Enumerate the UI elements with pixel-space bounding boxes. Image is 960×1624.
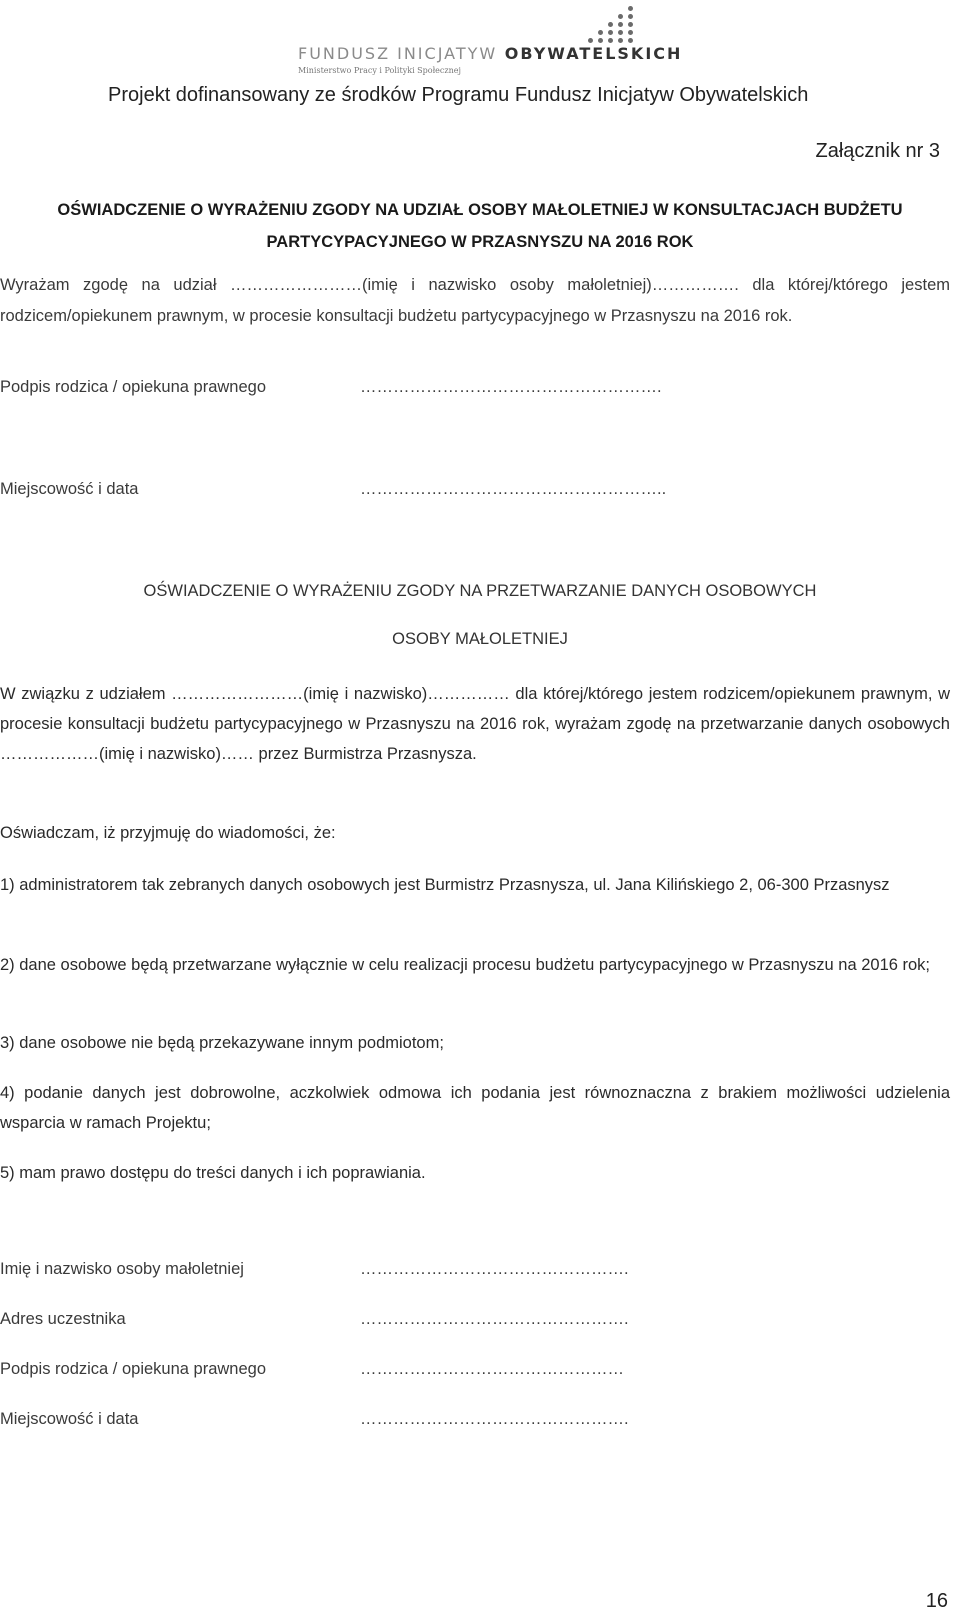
place-date-field: ……………………………………………….. [360, 480, 667, 498]
logo-text: FUNDUSZ INICJATYW OBYWATELSKICH [298, 44, 683, 63]
list-item-2: 2) dane osobowe będą przetwarzane wyłącznie w celu realizacji procesu budżetu partycypacyjnego w Przasnyszu na 2016 rok; [0, 956, 931, 974]
place-date-label-2: Miejscowość i data [0, 1410, 139, 1428]
minor-name-label: Imię i nazwisko osoby małoletniej [0, 1260, 244, 1278]
signature-field: ………………………………………………. [360, 378, 662, 396]
list-item-3: 3) dane osobowe nie będą przekazywane innym podmiotom; [0, 1034, 444, 1052]
section1-title-line2: PARTYCYPACYJNEGO W PRZASNYSZU NA 2016 ROK [266, 233, 694, 251]
section1-title [20, 194, 940, 258]
signature-label: Podpis rodzica / opiekuna prawnego [0, 378, 267, 396]
acknowledgement-intro: Oświadczam, iż przyjmuję do wiadomości, że: [0, 824, 336, 842]
participant-address-field: …………………………………………. [360, 1310, 629, 1328]
page-number: 16 [925, 1590, 948, 1612]
minor-name-field: …………………………………………. [360, 1260, 629, 1278]
project-funding-line: Projekt dofinansowany ze środków Programu Fundusz Inicjatyw Obywatelskich [108, 84, 809, 106]
section1-consent-paragraph: Wyrażam zgodę na udział ……………………(imię i nazwisko osoby małoletniej)……………. dla której/którego jestem rodzicem/opiekunem prawnym, w procesie konsultacji budżetu partycypacyjnego w Przasnyszu na 2016 rok. [0, 276, 950, 325]
list-item-5: 5) mam prawo dostępu do treści danych i ich poprawiania. [0, 1164, 426, 1182]
parent-signature-label: Podpis rodzica / opiekuna prawnego [0, 1360, 267, 1378]
section2-consent-paragraph: W związku z udziałem ……………………(imię i nazwisko)…………… dla której/którego jestem rodzicem/opiekunem prawnym, w procesie konsultacji budżetu partycypacyjnego w Przasnyszu na 2016 rok, wyrażam zgodę na przetwarzanie danych osobowych ………………(imię i nazwisko)…… przez Burmistrza Przasnysza. [0, 685, 950, 763]
fundusz-logo [298, 6, 683, 76]
participant-address-label: Adres uczestnika [0, 1310, 126, 1328]
section2-title-line2: OSOBY MAŁOLETNIEJ [392, 630, 568, 648]
section1-title-line1: OŚWIADCZENIE O WYRAŻENIU ZGODY NA UDZIAŁ OSOBY MAŁOLETNIEJ W KONSULTACJACH BUDŻETU [57, 201, 903, 219]
list-item-1: 1) administratorem tak zebranych danych osobowych jest Burmistrz Przasnysza, ul. Jana Kilińskiego 2, 06-300 Przasnysz [0, 876, 890, 894]
place-date-field-2: …………………………………………. [360, 1410, 629, 1428]
logo-subtext: Ministerstwo Pracy i Polityki Społecznej [298, 66, 461, 75]
annex-label: Załącznik nr 3 [815, 140, 940, 162]
place-date-label: Miejscowość i data [0, 480, 139, 498]
parent-signature-field: ………………………………………… [360, 1360, 624, 1378]
list-item-4: 4) podanie danych jest dobrowolne, aczkolwiek odmowa ich podania jest równoznaczna z brakiem możliwości udzielenia wsparcia w ramach Projektu; [0, 1084, 950, 1132]
section2-title-line1: OŚWIADCZENIE O WYRAŻENIU ZGODY NA PRZETWARZANIE DANYCH OSOBOWYCH [143, 582, 817, 600]
